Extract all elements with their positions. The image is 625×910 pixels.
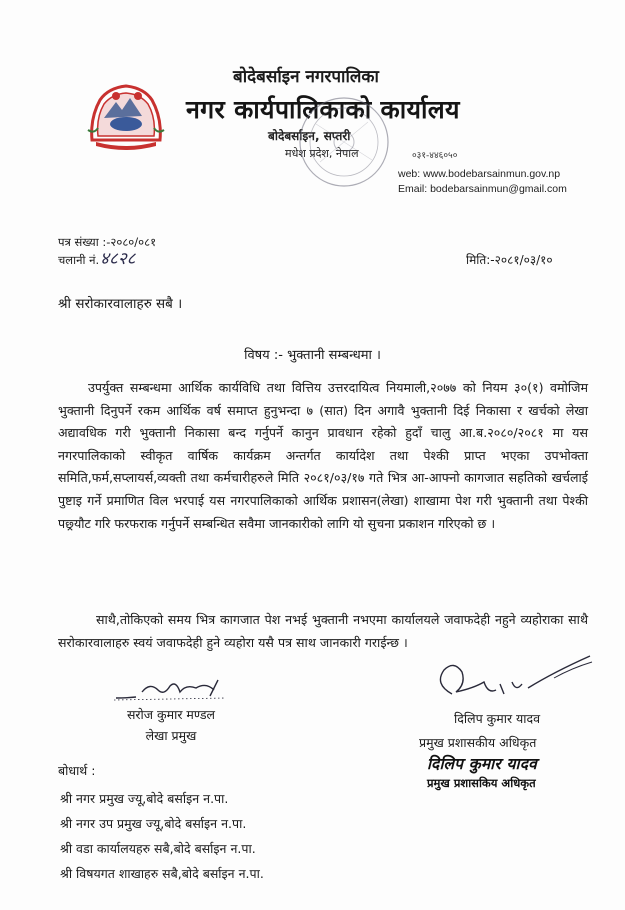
letter-date: मिति:-२०८१/०३/१० <box>466 253 553 267</box>
cc-item: श्री विषयगत शाखाहरु सबै,बोदे बर्साइन न.पा. <box>60 866 264 881</box>
signatory-right-title: प्रमुख प्रशासकीय अधिकृत <box>419 735 537 750</box>
stamp-title: प्रमुख प्रशासकिय अधिकृत <box>427 776 536 790</box>
cc-heading: बोधार्थ : <box>58 763 96 778</box>
signature-block-accounts <box>86 674 256 744</box>
subject-line: विषय :- भुक्तानी सम्बन्धमा । <box>244 348 381 363</box>
body-paragraph-2: साथै,तोकिएको समय भित्र कागजात पेश नभई भुक्तानी नभएमा कार्यालयले जवाफदेही नहुने व्यहोराका साथै सरोकारवालाहरु स्वयं जवाफदेही हुने व्यहोरा यसै पत्र साथ जानकारी गराईन्छ । <box>58 612 588 650</box>
website-link[interactable]: web: www.bodebarsainmun.gov.np <box>398 168 561 180</box>
signatory-left-name: सरोज कुमार मण्डल <box>126 707 216 722</box>
cc-item: श्री नगर उप प्रमुख ज्यू,बोदे बर्साइन न.पा. <box>60 816 247 831</box>
dispatch-number-label: चलानी नं. <box>58 253 100 267</box>
office-seal-stamp <box>296 94 392 190</box>
cao-name-stamp <box>427 752 537 791</box>
phone-number: ०३१-४४६०५० <box>412 151 458 161</box>
cc-item: श्री वडा कार्यालयहरु सबै,बोदे बर्साइन न.पा. <box>60 841 256 856</box>
signatory-left-title: लेखा प्रमुख <box>145 728 197 743</box>
signature-block-cao <box>404 654 604 750</box>
dispatch-number-row <box>58 251 156 269</box>
contact-details <box>398 148 588 195</box>
handwritten-signature-right <box>404 654 594 714</box>
email-link[interactable]: Email: bodebarsainmun@gmail.com <box>398 183 567 195</box>
office-location: बोदेबर्साइन, सप्तरी <box>268 129 351 143</box>
stamp-name: दिलिप कुमार यादव <box>427 755 537 773</box>
signatory-right-name: दिलिप कुमार यादव <box>454 711 541 726</box>
cc-item: श्री नगर प्रमुख ज्यू,बोदे बर्साइन न.पा. <box>60 791 229 806</box>
handwritten-signature-left <box>106 674 236 704</box>
body-paragraph-1: उपर्युक्त सम्बन्धमा आर्थिक कार्यविधि तथा वित्तिय उत्तरदायित्व नियमाली,२०७७ को नियम ३०(१) वमोजिम भुक्तानी दिनुपर्ने रकम आर्थिक वर्ष समाप्त हुनुभन्दा ७ (सात) दिन अगावै भुक्तानी दिई निकासा र खर्चको लेखा अद्यावधिक गरी भुक्तानी निकासा बन्द गर्नुपर्ने कानुन प्रावधान रहेको हुदाँ चालु आ.ब.२०८०/२०८१ मा यस नगरपालिकाको स्वीकृत वार्षिक कार्यक्रम अन्तर्गत कार्यादेश तथा पेश्की प्राप्त भएका उपभोक्ता समिति,फर्म,सप्लायर्स,व्यक्ती तथा कर्मचारीहरुले मिति २०८१/०३/१७ गते भित्र आ-आफ्नो कागजात सहतिको खर्चलाई पुष्टाइ गर्ने प्रमाणित विल भरपाई यस नगरपालिकाको आर्थिक प्रशासन(लेखा) शाखामा पेश गरी भुक्तानी तथा पेश्की पछ्र्यौट गरि फरफराक गर्नुपर्ने सम्बन्धित सवैमा जानकारीको लागि यो सुचना प्रकाशन गरिएको छ । <box>58 380 588 531</box>
letter-number: पत्र संख्या :-२०८०/०८१ <box>58 235 157 249</box>
cc-list <box>60 786 264 886</box>
office-province: मधेश प्रदेश, नेपाल <box>285 147 359 160</box>
municipality-name: बोदेबर्साइन नगरपालिका <box>233 67 379 87</box>
addressee: श्री सरोकारवालाहरु सबै । <box>58 296 183 312</box>
office-name: नगर कार्यपालिकाको कार्यालय <box>186 95 460 124</box>
nepal-emblem-icon <box>86 78 166 150</box>
dispatch-number-handwritten: ४८२८ <box>100 249 136 269</box>
reference-block <box>58 234 156 269</box>
